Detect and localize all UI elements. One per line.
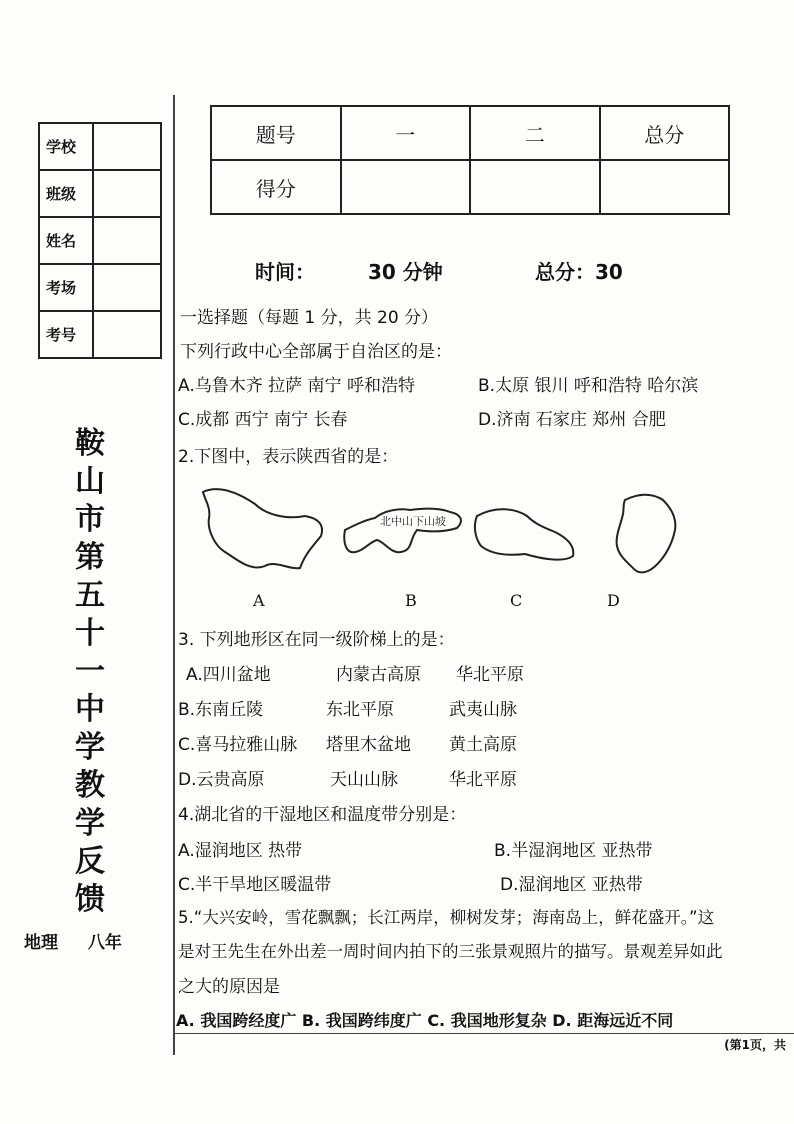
q3-option-b-3: 武夷山脉 xyxy=(449,700,517,720)
bottom-divider xyxy=(173,1033,794,1034)
title-char: 学 xyxy=(75,730,105,765)
q4-option-c: C.半干旱地区暖温带 xyxy=(178,875,332,895)
info-label-class: 班级 xyxy=(39,170,93,217)
info-label-number: 考号 xyxy=(39,311,93,358)
school-title-vertical xyxy=(70,425,110,919)
map-label-b: B xyxy=(405,591,417,610)
info-field-name[interactable] xyxy=(93,217,161,264)
title-char: 十 xyxy=(75,616,105,651)
map-b-label-text: 北中山下山坡 xyxy=(380,515,446,528)
binding-divider xyxy=(173,95,175,1055)
map-d-outline xyxy=(617,495,676,573)
q5-stem-line3: 之大的原因是 xyxy=(178,977,280,997)
score-table xyxy=(210,105,730,215)
title-char: 中 xyxy=(75,692,105,727)
title-char: 山 xyxy=(75,464,105,499)
q3-option-d-2: 天山山脉 xyxy=(330,770,398,790)
q1-option-a: A.乌鲁木齐 拉萨 南宁 呼和浩特 xyxy=(178,376,415,396)
student-info-table xyxy=(38,122,162,359)
info-field-room[interactable] xyxy=(93,264,161,311)
score-header-item: 题号 xyxy=(211,106,341,160)
q4-option-b: B.半湿润地区 亚热带 xyxy=(494,841,653,861)
page-footer: (第1页，共 xyxy=(724,1038,786,1052)
title-char: 反 xyxy=(75,844,105,879)
subject-grade: 地理 八年 xyxy=(24,933,122,953)
map-c-outline xyxy=(475,509,573,559)
q3-option-c-2: 塔里木盆地 xyxy=(326,735,411,755)
q2-stem: 2.下图中，表示陕西省的是： xyxy=(178,447,399,467)
q3-option-d-1: D.云贵高原 xyxy=(178,770,265,790)
section-heading: 一选择题（每题 1 分，共 20 分） xyxy=(180,308,439,328)
map-label-c: C xyxy=(510,591,523,610)
q3-stem: 3. 下列地形区在同一级阶梯上的是： xyxy=(178,630,455,650)
title-char: 教 xyxy=(75,768,105,803)
time-value: 30 分钟 xyxy=(368,260,443,284)
q1-option-d: D.济南 石家庄 郑州 合肥 xyxy=(478,410,666,430)
score-cell-part2[interactable] xyxy=(470,160,600,214)
q1-option-b: B.太原 银川 呼和浩特 哈尔滨 xyxy=(478,376,699,396)
q1-option-c: C.成都 西宁 南宁 长春 xyxy=(178,410,348,430)
q4-stem: 4.湖北省的干湿地区和温度带分别是： xyxy=(178,805,467,825)
q5-stem-line2: 是对王先生在外出差一周时间内拍下的三张景观照片的描写。景观差异如此 xyxy=(178,942,723,961)
q5-options: A. 我国跨经度广 B. 我国跨纬度广 C. 我国地形复杂 D. 距海远近不同 xyxy=(176,1011,674,1030)
q3-option-c-1: C.喜马拉雅山脉 xyxy=(178,735,298,755)
info-field-school[interactable] xyxy=(93,123,161,170)
map-a-outline xyxy=(203,489,322,568)
q4-option-a: A.湿润地区 热带 xyxy=(178,841,303,861)
title-char: 第 xyxy=(75,540,105,575)
info-label-school: 学校 xyxy=(39,123,93,170)
map-label-a: A xyxy=(253,591,265,610)
score-cell-part1[interactable] xyxy=(341,160,471,214)
q3-option-b-2: 东北平原 xyxy=(326,700,394,720)
province-maps-figure xyxy=(195,480,715,590)
info-label-name: 姓名 xyxy=(39,217,93,264)
info-field-number[interactable] xyxy=(93,311,161,358)
score-header-part1: 一 xyxy=(341,106,471,160)
title-char: 五 xyxy=(75,578,105,613)
title-char: 学 xyxy=(75,806,105,841)
title-char: 馈 xyxy=(75,882,105,917)
q3-option-c-3: 黄土高原 xyxy=(449,735,517,755)
title-char: 市 xyxy=(75,502,105,537)
score-header-total: 总分 xyxy=(600,106,730,160)
q3-option-a-1: A.四川盆地 xyxy=(186,665,271,685)
info-label-room: 考场 xyxy=(39,264,93,311)
score-cell-total[interactable] xyxy=(600,160,730,214)
q3-option-d-3: 华北平原 xyxy=(449,770,517,790)
q1-stem: 下列行政中心全部属于自治区的是： xyxy=(180,342,452,362)
map-label-d: D xyxy=(607,591,620,610)
total-score-label: 总分：30 xyxy=(535,260,623,284)
title-char: 一 xyxy=(75,654,105,689)
time-label: 时间： xyxy=(255,260,315,284)
title-char: 鞍 xyxy=(75,426,105,461)
score-row-label: 得分 xyxy=(211,160,341,214)
info-field-class[interactable] xyxy=(93,170,161,217)
q4-option-d: D.湿润地区 亚热带 xyxy=(500,875,643,895)
q3-option-a-3: 华北平原 xyxy=(456,665,524,685)
score-header-part2: 二 xyxy=(470,106,600,160)
q5-stem-line1: 5.“大兴安岭，雪花飘飘；长江两岸，柳树发芽；海南岛上，鲜花盛开。”这 xyxy=(178,908,715,927)
q3-option-b-1: B.东南丘陵 xyxy=(178,700,264,720)
q3-option-a-2: 内蒙古高原 xyxy=(336,665,421,685)
